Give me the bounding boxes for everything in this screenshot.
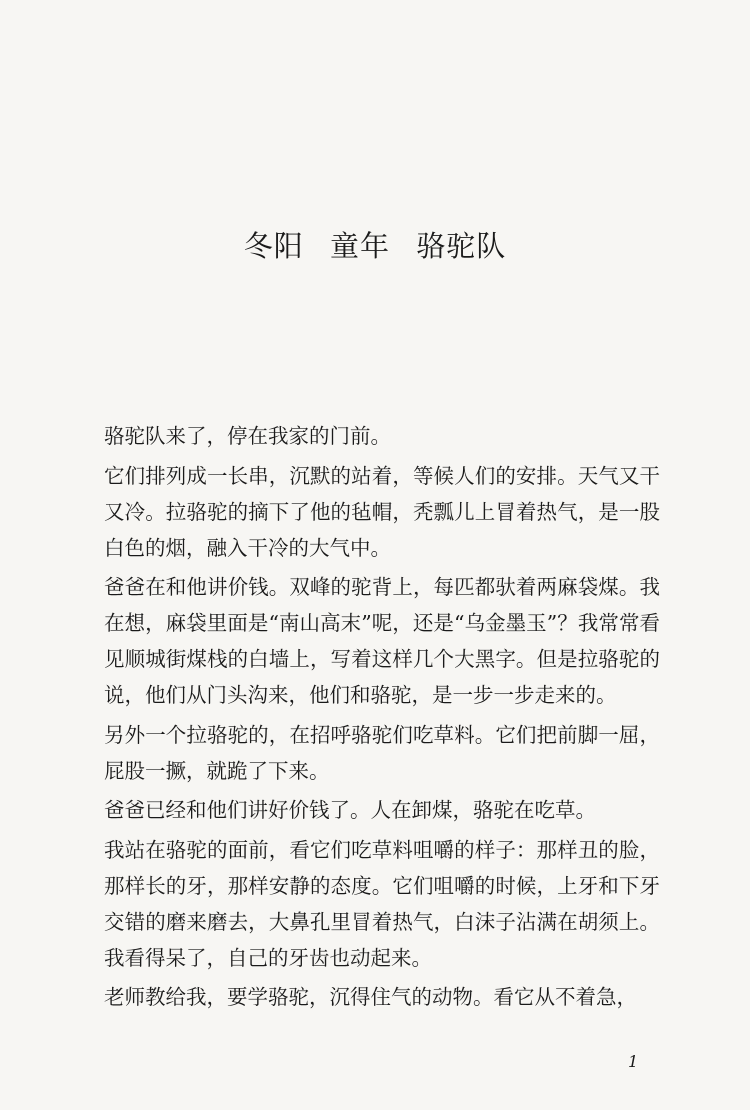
chapter-title: [0, 224, 750, 265]
paragraph: 老师教给我，要学骆驼，沉得住气的动物。看它从不着急，: [104, 985, 637, 1009]
paragraph: 另外一个拉骆驼的，在招呼骆驼们吃草料。它们把前脚一屈，屁股一撅，就跪了下来。: [104, 722, 660, 783]
title-part: 骆驼队: [416, 229, 507, 263]
page-number: 1: [628, 1052, 639, 1071]
title-part: 童年: [329, 229, 390, 263]
body-text: [104, 418, 660, 1019]
paragraph: 爸爸已经和他们讲好价钱了。人在卸煤，骆驼在吃草。: [104, 798, 596, 822]
paragraph: 骆驼队来了，停在我家的门前。: [104, 424, 391, 448]
paragraph: 爸爸在和他讲价钱。双峰的驼背上，每匹都驮着两麻袋煤。我在想，麻袋里面是“南山高末”呢，还是“乌金墨玉”？我常常看见顺城街煤栈的白墙上，写着这样几个大黑字。但是拉骆驼的说，他们从门头沟来，他们和骆驼，是一步一步走来的。: [104, 575, 660, 707]
title-part: 冬阳: [243, 229, 304, 263]
paragraph: 我站在骆驼的面前，看它们吃草料咀嚼的样子：那样丑的脸，那样长的牙，那样安静的态度。它们咀嚼的时候，上牙和下牙交错的磨来磨去，大鼻孔里冒着热气，白沫子沾满在胡须上。我看得呆了，自己的牙齿也动起来。: [104, 837, 660, 970]
paragraph: 它们排列成一长串，沉默的站着，等候人们的安排。天气又干又冷。拉骆驼的摘下了他的毡帽，秃瓢儿上冒着热气，是一股白色的烟，融入干冷的大气中。: [104, 463, 660, 560]
